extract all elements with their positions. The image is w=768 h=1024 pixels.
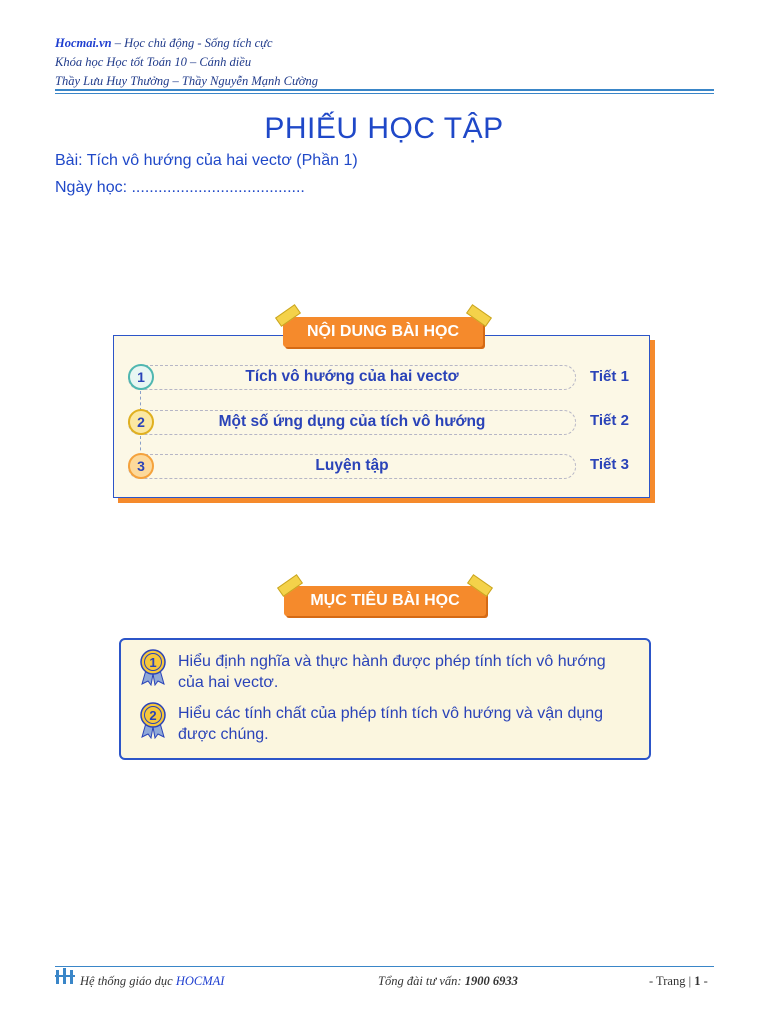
number-badge-3: 3	[128, 453, 154, 479]
content-section-label: NỘI DUNG BÀI HỌC	[283, 317, 483, 347]
page-header	[55, 34, 318, 91]
content-row-1	[128, 365, 576, 390]
page-number: 1	[694, 974, 701, 988]
content-item-text: Một số ứng dụng của tích vô hướng	[218, 413, 486, 430]
goal-text-line: Hiểu định nghĩa và thực hành được phép tính tích vô hướng	[178, 653, 606, 670]
header-teachers: Thầy Lưu Huy Thưởng – Thầy Nguyễn Mạnh Cường	[55, 74, 318, 88]
medal-icon	[137, 701, 169, 739]
lesson-name: Bài: Tích vô hướng của hai vectơ (Phần 1)	[55, 152, 358, 169]
header-line-1	[55, 34, 318, 53]
page-title: PHIẾU HỌC TẬP	[264, 112, 504, 145]
header-brand[interactable]: Hocmai.vn	[55, 36, 112, 50]
header-tagline: – Học chủ động - Sống tích cực	[111, 36, 273, 50]
medal-number: 2	[149, 708, 157, 723]
footer-system-prefix: Hệ thống giáo dục	[80, 974, 176, 988]
medal-icon	[137, 648, 169, 686]
period-label: Tiết 3	[590, 456, 629, 473]
goal-item-1	[178, 651, 628, 693]
content-row-3	[128, 454, 576, 479]
goals-section-label: MỤC TIÊU BÀI HỌC	[284, 586, 486, 616]
connector-line	[140, 391, 141, 411]
footer-brand[interactable]: HOCMAI	[175, 974, 225, 988]
content-item-text: Luyện tập	[315, 457, 389, 474]
footer-hotline	[378, 974, 518, 989]
header-course: Khóa học Học tốt Toán 10 – Cánh diều	[55, 55, 252, 69]
page-prefix: - Trang |	[649, 974, 695, 988]
footer-system	[80, 974, 224, 989]
goal-text-line: Hiểu các tính chất của phép tính tích vô hướng và vận dụng	[178, 705, 604, 722]
hocmai-logo-icon	[55, 968, 75, 986]
goals-card	[119, 638, 651, 760]
footer-divider	[55, 966, 714, 967]
header-divider-thin	[55, 93, 714, 94]
content-card	[113, 335, 650, 498]
footer-hotline-number: 1900 6933	[464, 974, 518, 988]
footer-page	[649, 974, 708, 989]
header-divider	[55, 89, 714, 91]
footer-hotline-prefix: Tổng đài tư vấn:	[378, 974, 465, 988]
goal-item-2	[178, 703, 628, 745]
lesson-date: Ngày học: .......................................	[55, 179, 305, 196]
goal-text-line: được chúng.	[178, 726, 269, 743]
content-item-text: Tích vô hướng của hai vectơ	[245, 368, 459, 385]
medal-number: 1	[149, 655, 157, 670]
number-badge-2: 2	[128, 409, 154, 435]
content-row-2	[128, 410, 576, 435]
period-label: Tiết 2	[590, 412, 629, 429]
goal-text-line: của hai vectơ.	[178, 674, 279, 691]
number-badge-1: 1	[128, 364, 154, 390]
period-label: Tiết 1	[590, 368, 629, 385]
page-suffix: -	[700, 974, 708, 988]
